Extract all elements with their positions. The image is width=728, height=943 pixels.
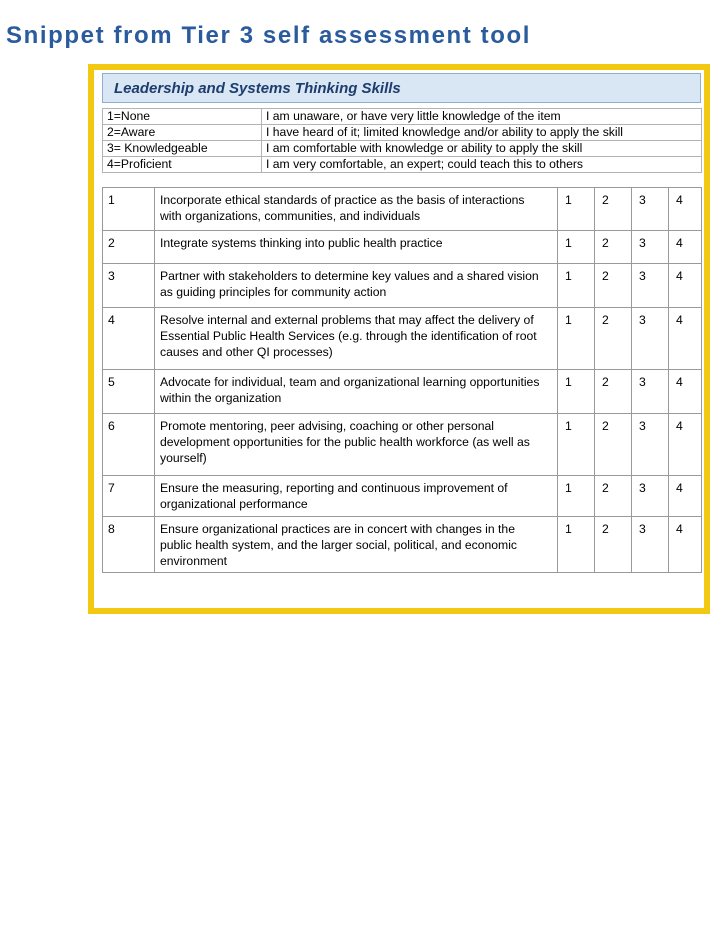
rating-option-1[interactable]: 1 [558,414,595,476]
scale-description: I have heard of it; limited knowledge and/or ability to apply the skill [262,125,702,141]
rating-option-4[interactable]: 4 [669,188,702,231]
table-row [103,476,702,517]
item-number: 5 [103,370,155,414]
item-competency-text: Ensure organizational practices are in concert with changes in the public health system, and the larger social, political, and economic environment [155,517,558,573]
rating-option-1[interactable]: 1 [558,370,595,414]
rating-option-1[interactable]: 1 [558,264,595,308]
item-competency-text: Promote mentoring, peer advising, coaching or other personal development opportunities for the public health workforce (as well as yourself) [155,414,558,476]
rating-option-4[interactable]: 4 [669,414,702,476]
section-header [102,73,701,103]
rating-option-3[interactable]: 3 [632,231,669,264]
scale-row [103,109,702,125]
table-row [103,188,702,231]
scale-level: 3= Knowledgeable [103,141,262,157]
rating-option-3[interactable]: 3 [632,517,669,573]
table-row [103,231,702,264]
rating-option-3[interactable]: 3 [632,370,669,414]
rating-option-1[interactable]: 1 [558,476,595,517]
item-number: 4 [103,308,155,370]
scale-level: 4=Proficient [103,157,262,173]
item-number: 1 [103,188,155,231]
scale-level: 2=Aware [103,125,262,141]
rating-option-3[interactable]: 3 [632,308,669,370]
scale-level: 1=None [103,109,262,125]
scale-row [103,157,702,173]
rating-option-1[interactable]: 1 [558,517,595,573]
scale-row [103,125,702,141]
item-competency-text: Incorporate ethical standards of practice as the basis of interactions with organizations, communities, and individuals [155,188,558,231]
rating-option-4[interactable]: 4 [669,370,702,414]
rating-option-3[interactable]: 3 [632,414,669,476]
rating-scale-legend [102,108,702,173]
rating-option-1[interactable]: 1 [558,188,595,231]
rating-option-4[interactable]: 4 [669,476,702,517]
rating-option-1[interactable]: 1 [558,308,595,370]
rating-option-3[interactable]: 3 [632,188,669,231]
item-competency-text: Advocate for individual, team and organizational learning opportunities within the organization [155,370,558,414]
rating-option-2[interactable]: 2 [595,370,632,414]
item-competency-text: Ensure the measuring, reporting and continuous improvement of organizational performance [155,476,558,517]
section-title: Leadership and Systems Thinking Skills [114,80,401,97]
rating-option-2[interactable]: 2 [595,517,632,573]
rating-option-2[interactable]: 2 [595,188,632,231]
scale-description: I am very comfortable, an expert; could teach this to others [262,157,702,173]
scale-row [103,141,702,157]
item-competency-text: Partner with stakeholders to determine key values and a shared vision as guiding principles for community action [155,264,558,308]
rating-option-2[interactable]: 2 [595,231,632,264]
item-competency-text: Integrate systems thinking into public health practice [155,231,558,264]
rating-option-2[interactable]: 2 [595,476,632,517]
table-row [103,308,702,370]
rating-option-2[interactable]: 2 [595,308,632,370]
item-number: 8 [103,517,155,573]
rating-option-2[interactable]: 2 [595,414,632,476]
table-row [103,370,702,414]
item-competency-text: Resolve internal and external problems that may affect the delivery of Essential Public Health Services (e.g. through the identification of root causes and other QI processes) [155,308,558,370]
rating-option-1[interactable]: 1 [558,231,595,264]
rating-option-4[interactable]: 4 [669,308,702,370]
page-title: Snippet from Tier 3 self assessment tool [6,22,532,49]
item-number: 2 [103,231,155,264]
competency-items-table [102,187,702,573]
scale-description: I am unaware, or have very little knowledge of the item [262,109,702,125]
assessment-snippet-frame [88,64,710,614]
table-row [103,517,702,573]
rating-option-3[interactable]: 3 [632,264,669,308]
rating-option-3[interactable]: 3 [632,476,669,517]
item-number: 7 [103,476,155,517]
table-row [103,264,702,308]
rating-option-4[interactable]: 4 [669,264,702,308]
rating-option-2[interactable]: 2 [595,264,632,308]
scale-description: I am comfortable with knowledge or ability to apply the skill [262,141,702,157]
item-number: 3 [103,264,155,308]
rating-option-4[interactable]: 4 [669,517,702,573]
item-number: 6 [103,414,155,476]
rating-option-4[interactable]: 4 [669,231,702,264]
table-row [103,414,702,476]
